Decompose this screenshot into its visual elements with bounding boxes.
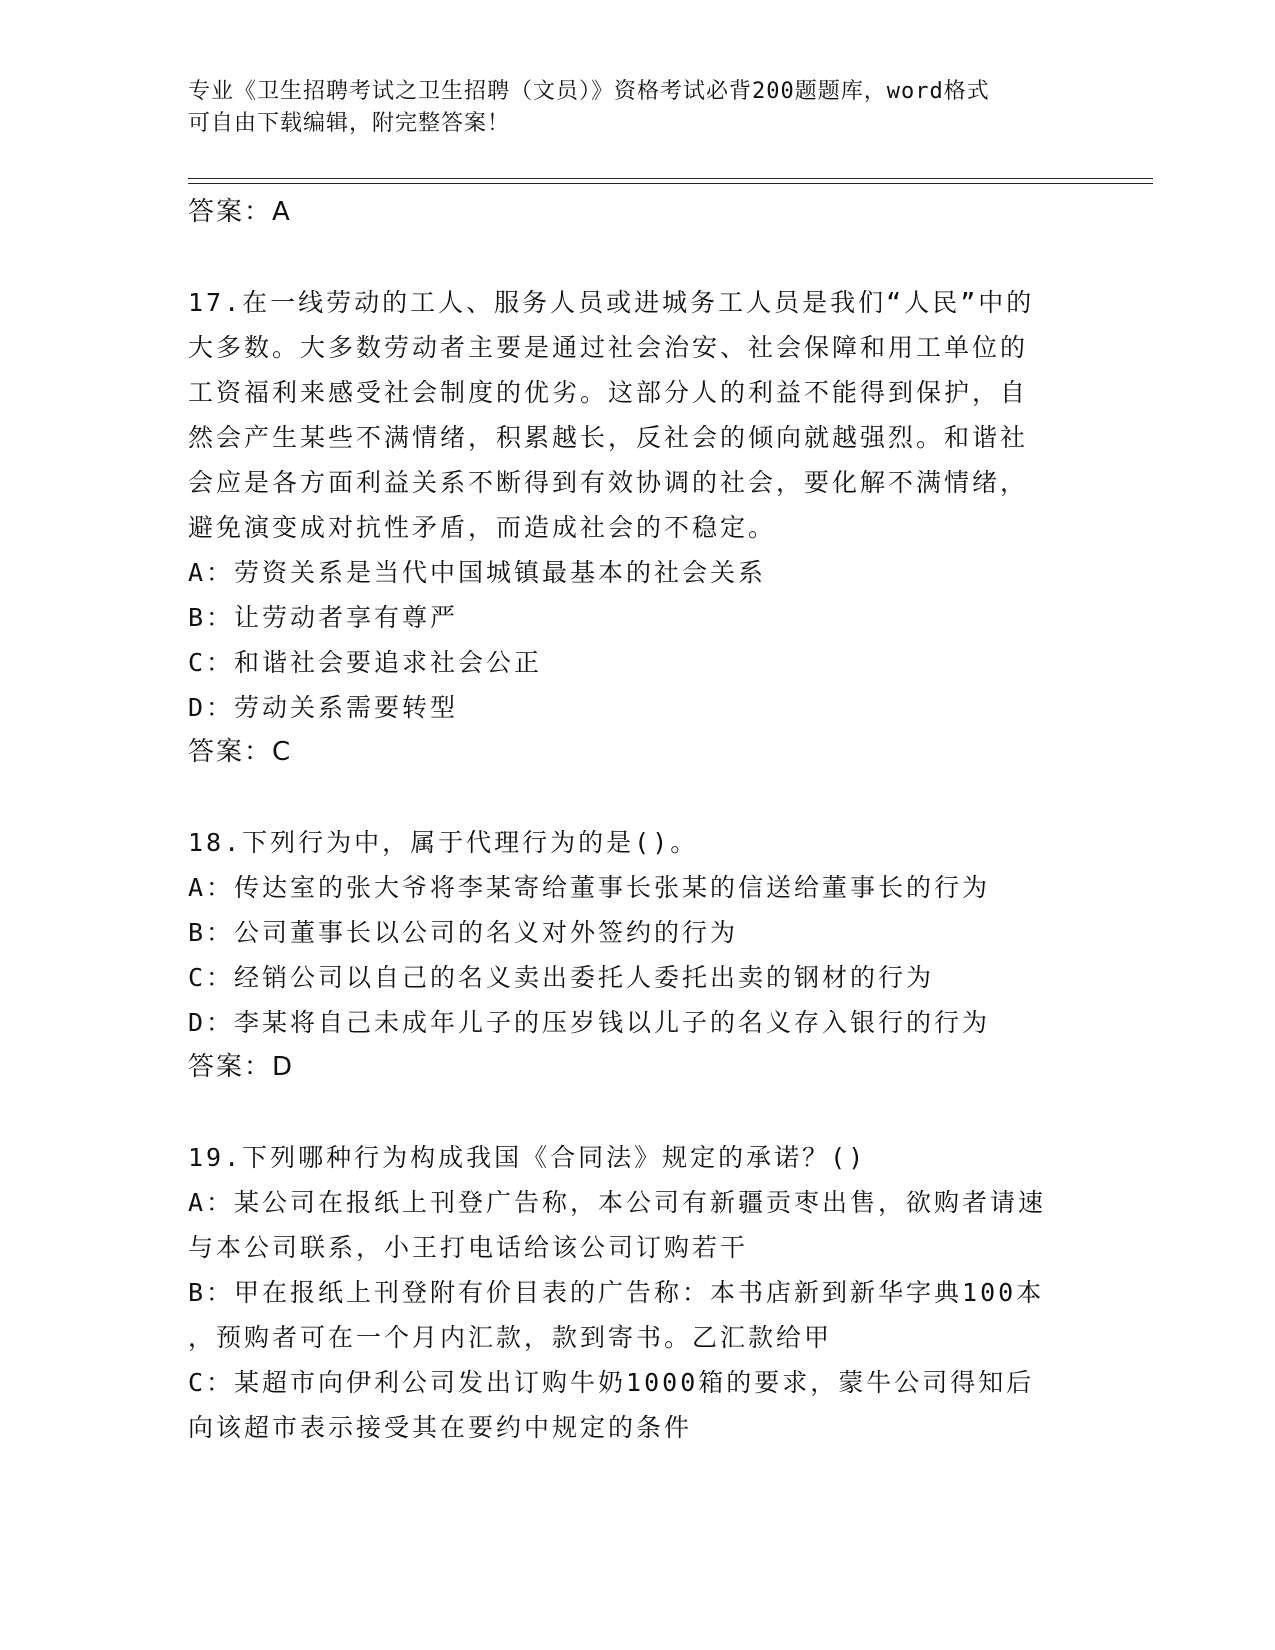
question-stem-line: 19.下列哪种行为构成我国《合同法》规定的承诺？() [188,1143,867,1172]
question-17 [188,280,1088,775]
option-a: A：劳资关系是当代中国城镇最基本的社会关系 [188,558,767,587]
option-b-continued: ，预购者可在一个月内汇款，款到寄书。乙汇款给甲 [188,1323,833,1352]
option-c: C：某超市向伊利公司发出订购牛奶1000箱的要求，蒙牛公司得知后 [188,1368,1035,1397]
question-stem-line: 工资福利来感受社会制度的优劣。这部分人的利益不能得到保护，自 [188,378,1029,407]
header-line-2: 可自由下载编辑，附完整答案！ [188,111,511,136]
option-a: A：传达室的张大爷将李某寄给董事长张某的信送给董事长的行为 [188,873,991,902]
option-c: C：经销公司以自己的名义卖出委托人委托出卖的钢材的行为 [188,963,935,992]
page-header [188,76,1068,140]
option-c-continued: 向该超市表示接受其在要约中规定的条件 [188,1413,693,1442]
option-c: C：和谐社会要追求社会公正 [188,648,543,677]
question-stem-line: 避免演变成对抗性矛盾，而造成社会的不稳定。 [188,513,777,542]
header-divider [188,178,1153,179]
option-b: B：公司董事长以公司的名义对外签约的行为 [188,918,739,947]
option-a: A：某公司在报纸上刊登广告称，本公司有新疆贡枣出售，欲购者请速 [188,1188,1047,1217]
spacer [188,775,1088,820]
question-18 [188,820,1088,1090]
question-stem-line: 大多数。大多数劳动者主要是通过社会治安、社会保障和用工单位的 [188,333,1029,362]
document-body [188,190,1088,1450]
answer-previous: 答案：A [188,197,292,227]
answer-18: 答案：D [188,1052,295,1082]
question-stem-line: 会应是各方面利益关系不断得到有效协调的社会，要化解不满情绪， [188,468,1029,497]
question-stem-line: 18.下列行为中，属于代理行为的是()。 [188,828,699,857]
question-19 [188,1135,1088,1450]
option-d: D：李某将自己未成年儿子的压岁钱以儿子的名义存入银行的行为 [188,1008,991,1037]
question-stem-line: 17.在一线劳动的工人、服务人员或进城务工人员是我们“人民”中的 [188,288,1035,317]
question-stem-line: 然会产生某些不满情绪，积累越长，反社会的倾向就越强烈。和谐社 [188,423,1029,452]
spacer [188,235,1088,280]
option-b: B：甲在报纸上刊登附有价目表的广告称：本书店新到新华字典100本 [188,1278,1045,1307]
option-d: D：劳动关系需要转型 [188,693,459,722]
option-b: B：让劳动者享有尊严 [188,603,459,632]
answer-17: 答案：C [188,737,293,767]
spacer [188,1090,1088,1135]
header-line-1: 专业《卫生招聘考试之卫生招聘（文员）》资格考试必背200题题库，word格式 [188,79,990,104]
option-a-continued: 与本公司联系，小王打电话给该公司订购若干 [188,1233,749,1262]
header-divider-secondary [188,183,1153,184]
